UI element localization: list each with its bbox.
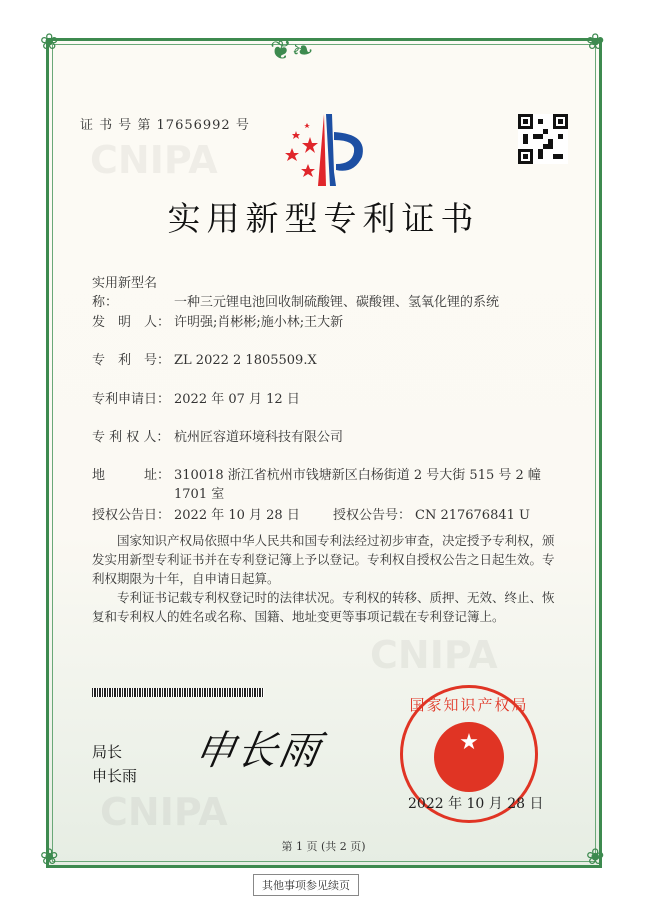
corner-ornament-icon: ❀ — [586, 845, 605, 870]
certificate-number: 证 书 号 第 17656992 号 — [80, 118, 250, 133]
qr-code — [518, 114, 568, 164]
field-patentee — [92, 426, 343, 445]
legal-status-statement: 专利证书记载专利权登记时的法律状况。专利权的转移、质押、无效、终止、恢复和专利权人的姓名或名称、国籍、地址变更等事项记载在专利登记簿上。 — [92, 590, 555, 624]
cnipa-logo — [280, 112, 370, 192]
watermark: CNIPA — [370, 633, 498, 677]
field-address — [92, 464, 541, 483]
field-value: 一种三元锂电池回收制硫酸锂、碳酸锂、氢氧化锂的系统 — [174, 295, 500, 310]
corner-ornament-icon: ❀ — [40, 845, 59, 870]
star-icon — [285, 123, 318, 177]
corner-ornament-icon: ❀ — [40, 30, 59, 55]
top-ornament-icon: ❦❧ — [270, 36, 314, 66]
field-label: 专 利 权 人： — [92, 430, 170, 445]
field-label: 授权公告号： — [333, 508, 412, 523]
field-value: 2022 年 07 月 12 日 — [174, 392, 300, 407]
handwritten-signature: 申长雨 — [190, 728, 326, 774]
field-value: 310018 浙江省杭州市钱塘新区白杨街道 2 号大街 515 号 2 幢 — [174, 468, 541, 483]
watermark: CNIPA — [90, 138, 218, 182]
field-value: 许明强;肖彬彬;施小林;王大新 — [174, 315, 344, 330]
barcode — [92, 688, 264, 697]
field-value: CN 217676841 U — [415, 508, 530, 523]
signature-name: 申长雨 — [92, 767, 138, 785]
page-number: 第 1 页 (共 2 页) — [281, 840, 366, 853]
signature-position: 局长 — [92, 743, 123, 761]
field-label: 实用新型名称： — [92, 276, 158, 310]
field-label: 发 明 人： — [92, 315, 171, 330]
corner-ornament-icon: ❀ — [586, 30, 605, 55]
field-label: 专 利 号： — [92, 353, 171, 368]
field-grant-number — [333, 504, 530, 523]
certificate-title: 实用新型专利证书 — [167, 199, 480, 238]
grant-statement: 国家知识产权局依照中华人民共和国专利法经过初步审查，决定授予专利权，颁发实用新型专利证书并在专利登记簿上予以登记。专利权自授权公告之日起生效。专利权期限为十年，自申请日起算。 — [92, 533, 555, 586]
field-label: 地 址： — [92, 468, 171, 483]
field-grant-date — [92, 504, 300, 523]
field-value: ZL 2022 2 1805509.X — [174, 353, 317, 368]
field-label: 专利申请日： — [92, 392, 171, 407]
seal-text: 国家知识产权局 — [409, 696, 529, 714]
seal-date: 2022 年 10 月 28 日 — [408, 796, 544, 812]
field-inventors — [92, 311, 343, 330]
field-address-line2: 1701 室 — [174, 487, 225, 502]
field-value: 杭州匠容道环境科技有限公司 — [174, 430, 344, 445]
field-value: 2022 年 10 月 28 日 — [174, 508, 300, 523]
watermark: CNIPA — [100, 790, 228, 834]
continued-note: 其他事项参见续页 — [253, 874, 359, 896]
national-emblem-icon: ★ — [434, 722, 504, 792]
field-patent-number — [92, 349, 317, 368]
field-filing-date — [92, 388, 300, 407]
field-utility-model-name — [92, 272, 499, 310]
field-label: 授权公告日： — [92, 508, 171, 523]
